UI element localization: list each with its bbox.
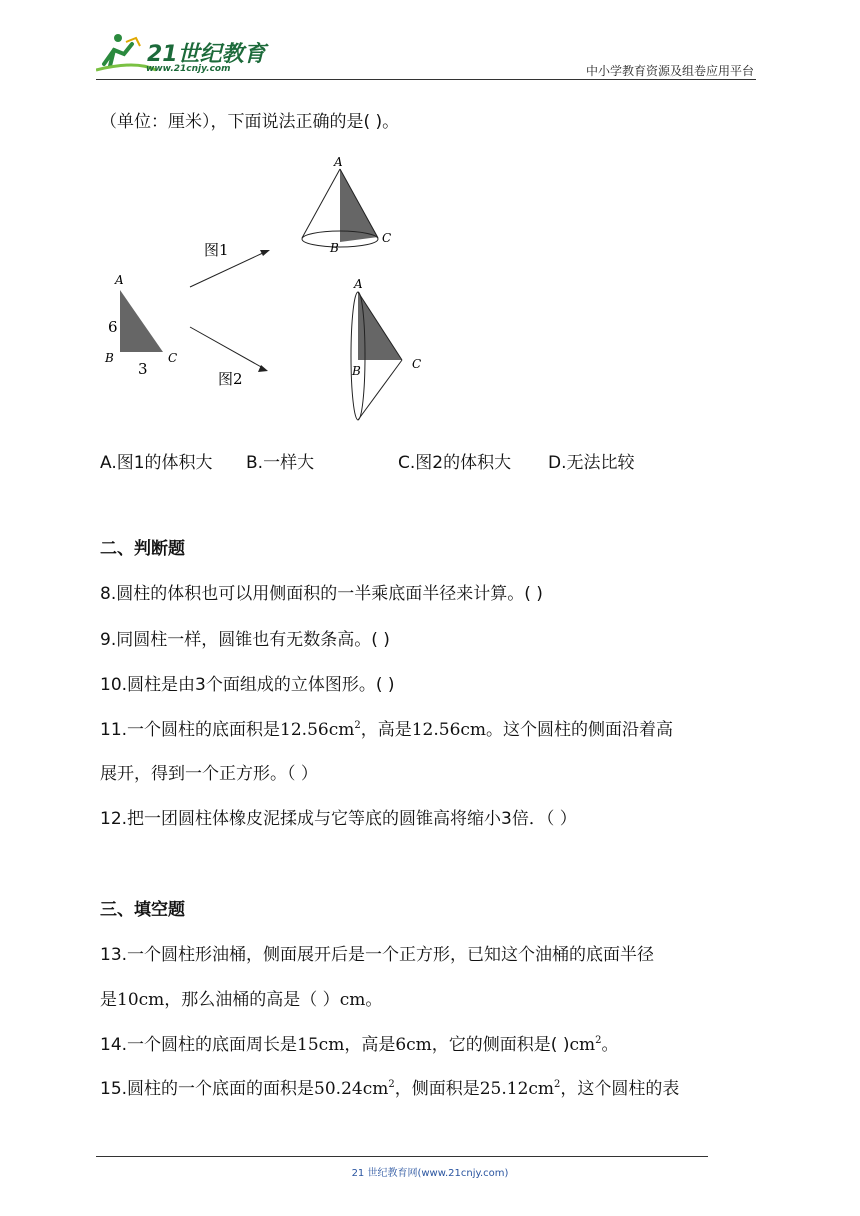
option-c[interactable]: C.图2的体积大 (398, 453, 512, 473)
section-3-title: 三、填空题 (100, 900, 185, 920)
q13-text-c: 。 (365, 990, 383, 1010)
cone2-vertex-c: C (412, 357, 422, 371)
q11-text-b: ，高是 (360, 720, 412, 740)
question-13-line-2 (100, 988, 382, 1012)
q7-stem: （单位：厘米），下面说法正确的是( )。 (100, 112, 400, 132)
question-11-line-2: 展开，得到一个正方形。（ ） (100, 764, 318, 784)
q15-value-2: 25.12cm (479, 1079, 555, 1099)
q11-value-2: 12.56cm (411, 720, 487, 740)
q15-sup-1: 2 (388, 1079, 395, 1090)
cone2-vertex-a: A (354, 277, 363, 291)
q14-value-2: 6cm (395, 1035, 432, 1055)
question-13: 13.一个圆柱形油桶，侧面展开后是一个正方形，已知这个油桶的底面半径 (100, 945, 655, 965)
option-b[interactable]: B.一样大 (246, 453, 315, 473)
q15-text-b: ，侧面积是 (394, 1079, 480, 1099)
q11-text-c: 。这个圆柱的侧面沿着高 (486, 720, 674, 740)
q13-text-b: ，那么油桶的高是（ ） (164, 990, 340, 1010)
question-14 (100, 1033, 619, 1057)
fig2-label: 图2 (218, 370, 243, 388)
q14-sup: 2 (595, 1035, 602, 1046)
section-2-title: 二、判断题 (100, 539, 185, 559)
header-platform-text: 中小学教育资源及组卷应用平台 (585, 64, 754, 78)
question-9: 9.同圆柱一样，圆锥也有无数条高。( ) (100, 630, 390, 650)
cone1-vertex-a: A (334, 155, 343, 169)
footer-divider (96, 1156, 708, 1157)
footer-link[interactable]: 21 世纪教育网(www.21cnjy.com) (351, 1168, 509, 1179)
question-12: 12.把一团圆柱体橡皮泥揉成与它等底的圆锥高将缩小3倍．（ ） (100, 809, 577, 829)
q13-value: 10cm (117, 990, 165, 1010)
q15-text-c: ，这个圆柱的表 (560, 1079, 680, 1099)
q14-text-b: ，高是 (344, 1035, 396, 1055)
base-label: 3 (138, 360, 148, 378)
q15-sup-2: 2 (554, 1079, 561, 1090)
q11-sup: 2 (354, 720, 361, 731)
q14-unit: cm (569, 1035, 596, 1055)
question-8: 8.圆柱的体积也可以用侧面积的一半乘底面半径来计算。( ) (100, 584, 543, 604)
q14-value-1: 15cm (297, 1035, 345, 1055)
q14-text-c: ，它的侧面积是( ) (431, 1035, 570, 1055)
q13-text-a: 是 (100, 990, 117, 1010)
q11-text-a: 11.一个圆柱的底面积是 (100, 720, 281, 740)
fig1-label: 图1 (204, 241, 229, 259)
question-11 (100, 718, 673, 742)
q11-value-1: 12.56cm (280, 720, 355, 740)
q15-value-1: 50.24cm (314, 1079, 389, 1099)
left-triangle (120, 290, 163, 352)
left-vertex-a: A (115, 273, 124, 287)
q15-text-a: 15.圆柱的一个底面的面积是 (100, 1079, 315, 1099)
q7-options (100, 448, 700, 472)
cone1-vertex-b: B (330, 241, 339, 255)
option-a[interactable]: A.图1的体积大 (100, 453, 213, 473)
q13-unit: cm (339, 990, 366, 1010)
left-vertex-c: C (168, 351, 178, 365)
height-label: 6 (108, 318, 118, 336)
left-vertex-b: B (105, 351, 114, 365)
cone1-vertex-c: C (382, 231, 392, 245)
q14-text-a: 14.一个圆柱的底面周长是 (100, 1035, 298, 1055)
question-10: 10.圆柱是由3个面组成的立体图形。( ) (100, 675, 395, 695)
site-url: www.21cnjy.com (146, 64, 231, 74)
q7-figure (100, 152, 440, 427)
question-15 (100, 1077, 679, 1101)
q14-text-d: 。 (601, 1035, 619, 1055)
site-brand: 21世纪教育 (147, 42, 266, 67)
option-d[interactable]: D.无法比较 (548, 453, 635, 473)
cone2-vertex-b: B (352, 364, 361, 378)
header-divider (96, 79, 756, 80)
